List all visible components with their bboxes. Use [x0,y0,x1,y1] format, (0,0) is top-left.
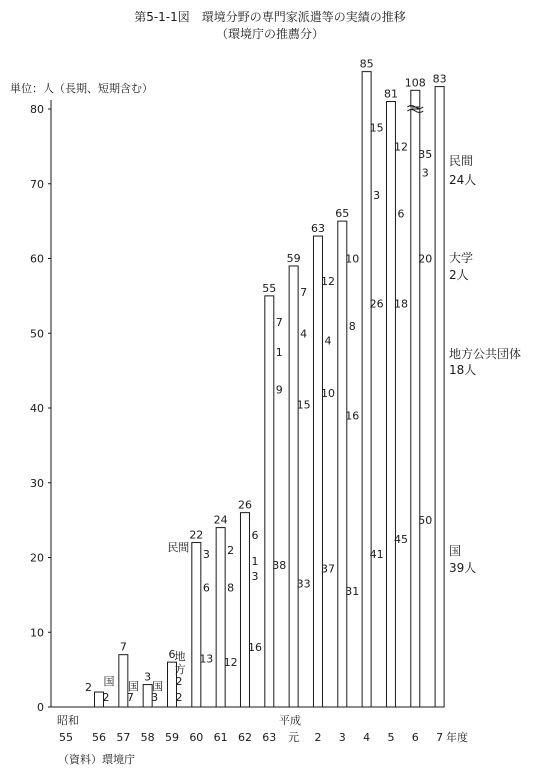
bar [216,528,225,707]
y-tick-label: 80 [30,103,44,116]
bar-total-label: 3 [144,670,152,684]
segment-label-minkan: 12 [320,274,335,288]
bar-total-label: 22 [189,528,204,542]
segment-label-daigaku: 1 [251,555,259,569]
bar-total-label: 7 [119,640,127,654]
segment-label-chiho: 20 [418,252,433,266]
x-axis-label: 年度 [446,731,468,744]
segment-label-kuni: 13 [199,652,214,666]
segment-label-daigaku: 3 [421,166,429,180]
x-tick-label: 61 [213,731,228,744]
segment-label-chiho: 2 [175,675,183,688]
segment-label-chiho: 3 [251,570,259,584]
y-tick-label: 10 [30,626,44,640]
segment-label-chiho: 16 [345,409,360,423]
x-tick-label: 元 [288,731,300,744]
bar-total-label: 85 [359,57,374,71]
x-tick-label: 59 [164,731,179,744]
segment-label-kuni: 7 [126,691,134,704]
chart-subtitle: （環境庁の推薦分） [215,27,325,41]
bar [313,236,322,707]
inline-label-kuni: 国 [103,675,115,688]
x-tick-label: 57 [116,731,131,744]
bar-total-label: 59 [286,251,301,265]
legend-value: 24人 [449,173,477,187]
bar [192,543,201,707]
inline-label-chiho: 地 [174,650,186,663]
segment-label-chiho: 9 [275,383,283,397]
segment-label-daigaku: 3 [373,188,381,202]
inline-label-minkan: 民間 [167,541,190,554]
segment-label-kuni: 37 [320,562,335,576]
bar [240,513,249,707]
inline-label-kuni: 国 [127,680,139,693]
bar-total-label: 81 [383,87,398,101]
x-tick-label: 7 [436,731,444,744]
bar-total-label: 24 [213,513,228,527]
x-tick-label: 5 [387,731,395,744]
bar [289,266,298,707]
bar [265,296,274,707]
bar-total-label: 83 [432,72,447,86]
segment-label-daigaku: 4 [300,327,308,341]
chart-title: 第5-1-1図 環境分野の専門家派遣等の実績の推移 [134,10,406,24]
inline-label-chiho: 方 [174,663,186,676]
segment-label-daigaku: 6 [397,207,405,221]
segment-label-kuni: 50 [418,514,433,528]
x-tick-label: 2 [314,731,322,744]
segment-label-kuni: 33 [296,577,311,591]
bar [411,109,420,707]
bar [338,221,347,707]
bar-break-cap [411,90,420,107]
y-tick-label: 50 [30,327,44,341]
inline-label-kuni: 国 [152,680,164,693]
segment-label-chiho: 18 [393,297,408,311]
y-tick-label: 0 [37,701,44,714]
segment-label-minkan: 12 [393,140,408,154]
segment-label-kuni: 31 [345,585,360,599]
source-note: （資料）環境庁 [58,753,135,766]
segment-label-minkan: 10 [345,252,360,266]
x-era-heisei: 平成 [279,714,301,727]
segment-label-minkan: 7 [275,316,283,330]
segment-label-chiho: 26 [369,297,384,311]
x-tick-label: 56 [92,731,106,744]
segment-label-kuni: 45 [393,532,408,546]
segment-label-minkan: 7 [300,286,308,300]
segment-label-daigaku: 4 [324,334,332,348]
segment-label-kuni: 38 [272,558,287,572]
segment-label-minkan: 15 [369,121,384,135]
x-era-showa: 昭和 [57,714,79,727]
x-tick-label: 4 [363,731,371,744]
bar [386,102,395,707]
y-tick-label: 60 [30,252,44,266]
segment-label-daigaku: 1 [275,345,283,359]
segment-label-kuni: 2 [102,691,110,704]
legend-name: 民間 [449,154,474,168]
legend-value: 18人 [449,363,477,377]
bar [435,87,444,707]
x-tick-label: 60 [189,731,204,744]
bar-total-label: 63 [310,222,325,236]
y-tick-label: 30 [30,476,44,490]
bar [362,72,371,707]
legend-value: 2人 [449,268,469,282]
segment-label-chiho: 10 [320,387,335,401]
bar-total-label: 2 [85,681,92,695]
segment-label-kuni: 3 [151,691,159,704]
segment-label-chiho: 15 [296,398,311,412]
bar-total-label: 108 [404,76,426,90]
bar-total-label: 26 [237,498,252,512]
y-tick-label: 40 [30,402,44,415]
bar-total-label: 65 [335,207,350,221]
segment-label-minkan: 3 [202,547,210,561]
segment-label-kuni: 41 [369,547,384,561]
bar-total-label: 6 [168,648,176,662]
legend-value: 39人 [449,561,477,575]
y-tick-label: 20 [30,551,44,565]
segment-label-minkan: 35 [418,147,433,161]
x-tick-label: 6 [411,731,419,744]
x-tick-label: 58 [140,731,155,744]
segment-label-minkan: 6 [251,529,259,543]
y-tick-label: 70 [30,177,44,191]
y-axis-label: 単位：人（長期、短期含む） [10,82,153,95]
x-tick-label: 55 [59,731,73,744]
legend-name: 地方公共団体 [449,347,522,361]
segment-label-daigaku: 8 [348,319,356,333]
bar-total-label: 55 [262,281,277,295]
segment-label-kuni: 12 [223,656,238,670]
segment-label-minkan: 2 [227,544,235,558]
legend-name: 国 [449,544,462,558]
x-tick-label: 3 [338,731,346,744]
segment-label-chiho: 6 [202,581,210,595]
segment-label-chiho: 8 [227,581,235,595]
x-tick-label: 63 [262,731,277,744]
segment-label-kuni: 16 [247,641,262,655]
legend-name: 大学 [449,251,474,265]
segment-label-kuni: 2 [175,691,183,704]
x-tick-label: 62 [237,731,252,744]
